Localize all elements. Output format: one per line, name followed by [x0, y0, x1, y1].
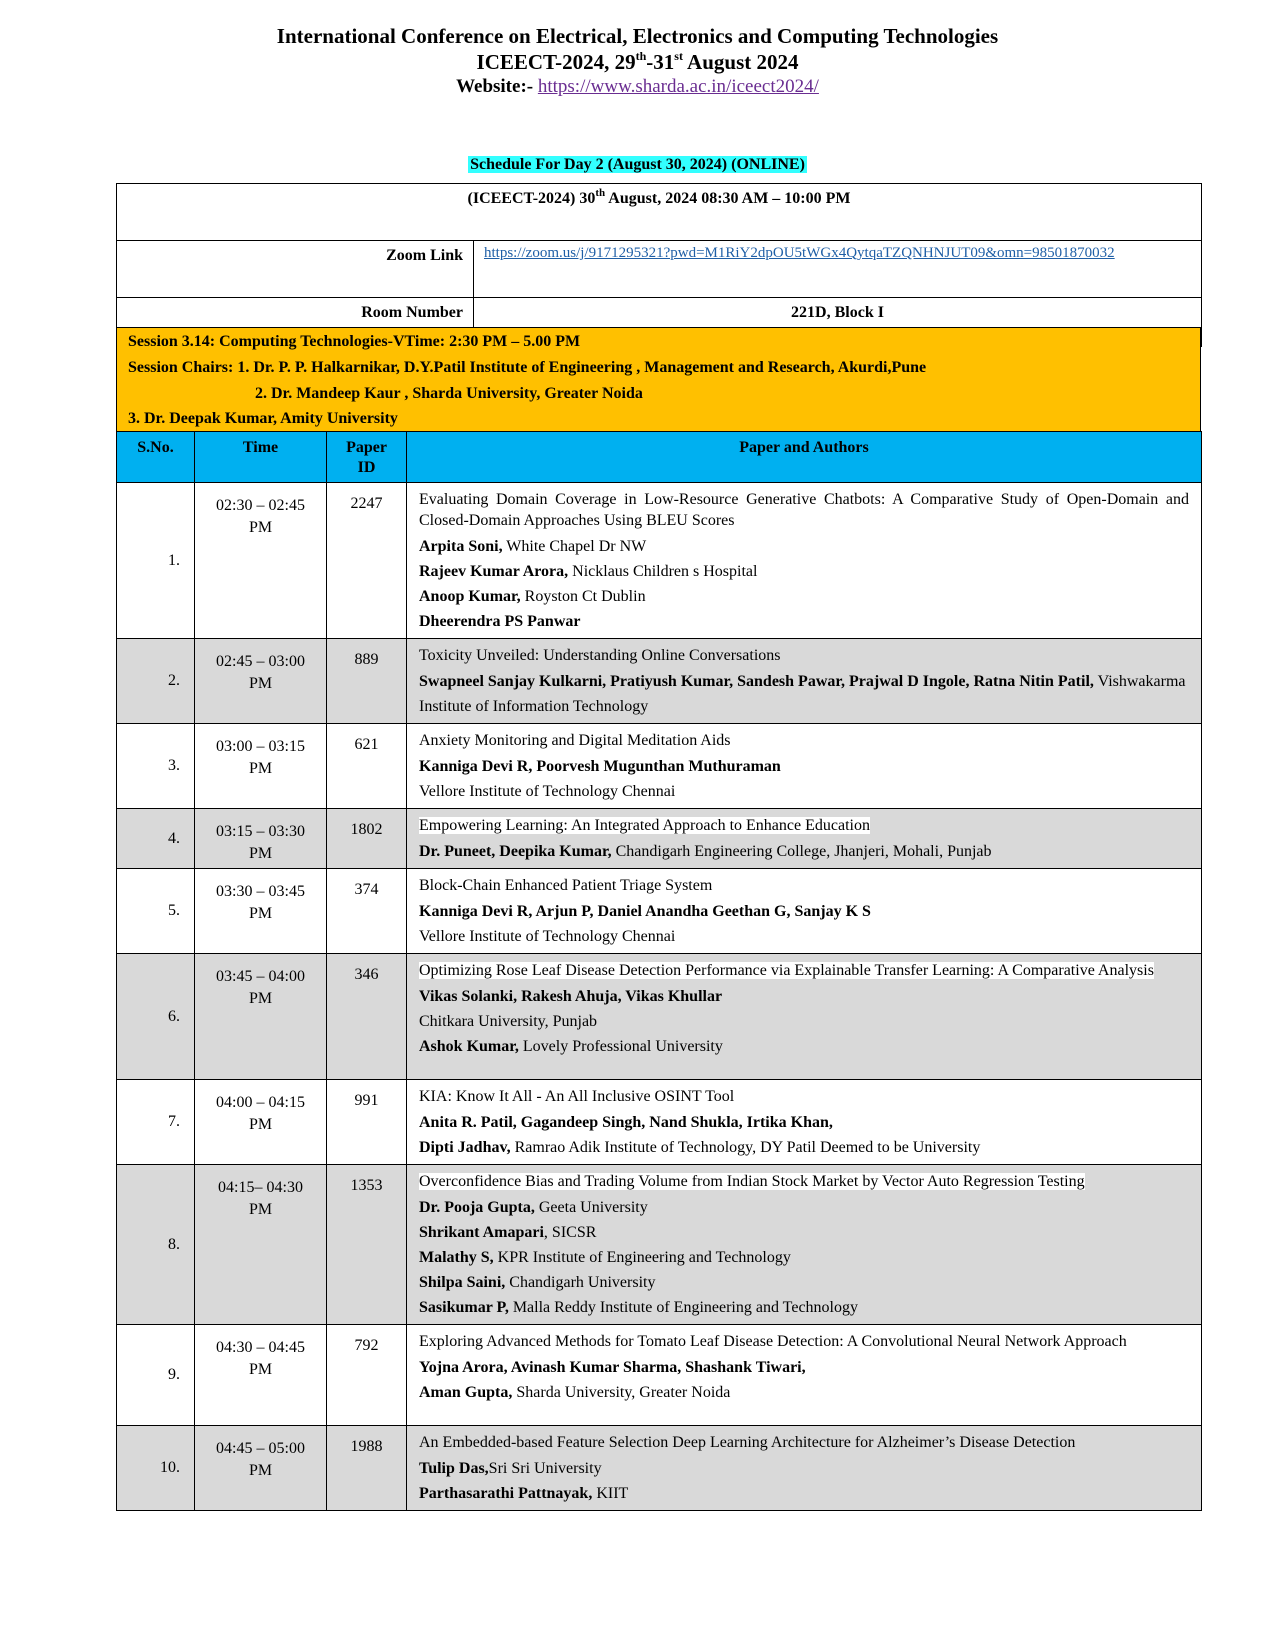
- author-line: [419, 1195, 1189, 1220]
- row-paper-authors: [407, 954, 1202, 1080]
- paper-title: [419, 875, 1189, 896]
- row-sno-value: 7.: [168, 1113, 180, 1130]
- row-paper-authors: [407, 483, 1202, 639]
- author-names: Kanniga Devi R, Poorvesh Mugunthan Muthuraman: [419, 758, 781, 775]
- row-time-ampm: PM: [248, 845, 273, 862]
- row-paper-id: [327, 1080, 407, 1165]
- session-chair-1: Session Chairs: 1. Dr. P. P. Halkarnikar, D.Y.Patil Institute of Engineering , Management and Research, Akurdi,Pune: [128, 359, 927, 376]
- row-time-range: 02:45 – 03:00: [216, 653, 305, 670]
- website-label: Website:-: [456, 76, 538, 97]
- row-time: [195, 639, 327, 724]
- room-label: Room Number: [117, 298, 474, 347]
- row-paper-id-value: 1353: [350, 1177, 383, 1194]
- paper-title-text: Optimizing Rose Leaf Disease Detection Performance via Explainable Transfer Learning: A Comparative Analysis: [419, 962, 1154, 979]
- row-paper-authors: [407, 1165, 1202, 1325]
- website-link[interactable]: https://www.sharda.ac.in/iceect2024/: [537, 76, 819, 97]
- col-paper-id-line2: ID: [357, 459, 376, 476]
- author-affiliation: White Chapel Dr NW: [502, 538, 647, 555]
- room-value: 221D, Block I: [474, 298, 1202, 347]
- author-names: Dheerendra PS Panwar: [419, 613, 581, 630]
- row-paper-authors: [407, 1325, 1202, 1426]
- paper-title-text: Overconfidence Bias and Trading Volume from Indian Stock Market by Vector Auto Regression Testing: [419, 1173, 1085, 1190]
- row-time-ampm: PM: [248, 990, 273, 1007]
- author-line: [419, 1220, 1189, 1245]
- schedule-row: [117, 483, 1202, 639]
- paper-title-text: Block-Chain Enhanced Patient Triage System: [419, 877, 713, 894]
- paper-title-text: Empowering Learning: An Integrated Approach to Enhance Education: [419, 817, 870, 834]
- event-date-row: [117, 184, 1202, 241]
- author-names: Tulip Das,: [419, 1460, 489, 1477]
- row-sno: [117, 483, 195, 639]
- row-time: [195, 1080, 327, 1165]
- row-paper-id: [327, 483, 407, 639]
- schedule-row: [117, 809, 1202, 869]
- paper-title: [419, 1331, 1189, 1352]
- row-time-ampm: PM: [248, 905, 273, 922]
- author-names: Vikas Solanki, Rakesh Ahuja, Vikas Khullar: [419, 988, 723, 1005]
- paper-title: [419, 1171, 1189, 1192]
- row-paper-id: [327, 809, 407, 869]
- subtitle-sup2: st: [674, 49, 683, 63]
- author-line: [419, 899, 1189, 924]
- paper-title: [419, 489, 1189, 531]
- author-line: [419, 1110, 1189, 1135]
- paper-title: [419, 1086, 1189, 1107]
- row-paper-id-value: 792: [354, 1337, 379, 1354]
- col-paper-id-line1: Paper: [346, 439, 387, 456]
- row-time-ampm: PM: [248, 1201, 273, 1218]
- row-paper-id-value: 346: [354, 966, 379, 983]
- row-paper-authors: [407, 639, 1202, 724]
- author-line: [419, 1481, 1189, 1506]
- author-affiliation: Royston Ct Dublin: [520, 588, 646, 605]
- author-line: [419, 779, 1189, 804]
- website-line: [0, 76, 1275, 98]
- row-sno: [117, 1080, 195, 1165]
- schedule-row: [117, 1325, 1202, 1426]
- col-paper-id-header: [327, 432, 407, 483]
- paper-title-text: Evaluating Domain Coverage in Low-Resource Generative Chatbots: A Comparative Study of Open-Domain and Closed-Domain Approaches Using BLEU Scores: [419, 491, 1189, 529]
- row-time-range: 02:30 – 02:45: [216, 497, 305, 514]
- author-names: Rajeev Kumar Arora,: [419, 563, 569, 580]
- row-paper-id-value: 889: [354, 651, 379, 668]
- author-names: Arpita Soni,: [419, 538, 503, 555]
- zoom-row: [117, 241, 1202, 298]
- row-paper-id-value: 991: [354, 1092, 379, 1109]
- author-line: [419, 754, 1189, 779]
- row-paper-id: [327, 724, 407, 809]
- paper-title-text: KIA: Know It All - An All Inclusive OSINT Tool: [419, 1088, 735, 1105]
- schedule-header-row: [117, 432, 1202, 483]
- author-names: Shrikant Amapari: [419, 1224, 544, 1241]
- row-paper-id: [327, 1165, 407, 1325]
- author-line: [419, 609, 1189, 634]
- author-line: [419, 534, 1189, 559]
- row-time-range: 03:45 – 04:00: [216, 968, 305, 985]
- paper-title-text: Toxicity Unveiled: Understanding Online Conversations: [419, 647, 781, 664]
- author-affiliation: Sri Sri University: [488, 1460, 602, 1477]
- session-chair-3: 3. Dr. Deepak Kumar, Amity University: [128, 410, 398, 427]
- author-names: Anoop Kumar,: [419, 588, 521, 605]
- schedule-row: [117, 954, 1202, 1080]
- paper-title: [419, 960, 1189, 981]
- row-sno: [117, 809, 195, 869]
- author-affiliation: Chandigarh Engineering College, Jhanjeri, Mohali, Punjab: [611, 843, 992, 860]
- subtitle-mid: -31: [646, 50, 675, 74]
- row-time: [195, 869, 327, 954]
- row-time: [195, 1325, 327, 1426]
- row-time-range: 03:15 – 03:30: [216, 823, 305, 840]
- row-time-range: 03:30 – 03:45: [216, 883, 305, 900]
- row-sno: [117, 1426, 195, 1511]
- col-sno-header: S.No.: [117, 432, 195, 483]
- schedule-row: [117, 1426, 1202, 1511]
- author-line: [419, 1034, 1189, 1059]
- zoom-cell: [474, 241, 1202, 298]
- author-line: [419, 1295, 1189, 1320]
- author-names: Yojna Arora, Avinash Kumar Sharma, Shashank Tiwari,: [419, 1359, 806, 1376]
- schedule-title: [0, 156, 1275, 174]
- row-paper-id-value: 2247: [350, 495, 383, 512]
- author-affiliation: Chitkara University, Punjab: [419, 1013, 598, 1030]
- author-line: [419, 559, 1189, 584]
- session-chair-2: 2. Dr. Mandeep Kaur , Sharda University, Greater Noida: [255, 385, 643, 402]
- event-date-cell: [117, 184, 1202, 241]
- paper-title: [419, 815, 1189, 836]
- row-sno: [117, 1165, 195, 1325]
- row-paper-id: [327, 1426, 407, 1511]
- event-line-pre: (ICEECT-2024) 30: [467, 190, 596, 207]
- row-sno-value: 1.: [168, 551, 180, 569]
- subtitle-post: August 2024: [682, 50, 799, 74]
- author-names: Swapneel Sanjay Kulkarni, Pratiyush Kumar, Sandesh Pawar, Prajwal D Ingole, Ratna Nitin Patil,: [419, 673, 1094, 690]
- row-paper-authors: [407, 724, 1202, 809]
- row-sno-value: 3.: [168, 757, 180, 774]
- author-line: [419, 839, 1189, 864]
- schedule-body: [117, 483, 1202, 1511]
- row-paper-authors: [407, 1080, 1202, 1165]
- author-affiliation: , SICSR: [543, 1224, 597, 1241]
- schedule-row: [117, 639, 1202, 724]
- author-affiliation: KPR Institute of Engineering and Technology: [493, 1249, 791, 1266]
- author-affiliation: Geeta University: [534, 1199, 648, 1216]
- author-affiliation: KIIT: [592, 1485, 629, 1502]
- col-time-header: Time: [195, 432, 327, 483]
- row-sno: [117, 869, 195, 954]
- event-line-sup: th: [595, 187, 606, 199]
- author-names: Dr. Puneet, Deepika Kumar,: [419, 843, 612, 860]
- author-affiliation: Malla Reddy Institute of Engineering and Technology: [508, 1299, 858, 1316]
- paper-title: [419, 1432, 1189, 1453]
- author-line: [419, 1009, 1189, 1034]
- row-time: [195, 1426, 327, 1511]
- row-time: [195, 954, 327, 1080]
- row-sno-value: 9.: [168, 1366, 180, 1383]
- author-affiliation: Nicklaus Children s Hospital: [568, 563, 758, 580]
- row-paper-id-value: 621: [354, 736, 379, 753]
- schedule-table: [116, 431, 1202, 1511]
- row-sno: [117, 639, 195, 724]
- schedule-row: [117, 1080, 1202, 1165]
- row-paper-id: [327, 1325, 407, 1426]
- paper-title-text: Exploring Advanced Methods for Tomato Leaf Disease Detection: A Convolutional Neural Network Approach: [419, 1333, 1127, 1350]
- row-sno-value: 10.: [160, 1459, 180, 1476]
- row-paper-id-value: 1802: [350, 821, 383, 838]
- row-time-ampm: PM: [248, 519, 273, 536]
- row-time-ampm: PM: [248, 675, 273, 692]
- author-line: [419, 984, 1189, 1009]
- row-sno-value: 4.: [168, 829, 180, 847]
- row-time-ampm: PM: [248, 1116, 273, 1133]
- row-time: [195, 724, 327, 809]
- schedule-row: [117, 869, 1202, 954]
- author-affiliation: Vishwakarma Institute of Information Technology: [419, 673, 1186, 715]
- row-time-range: 04:30 – 04:45: [216, 1339, 305, 1356]
- author-affiliation: Vellore Institute of Technology Chennai: [419, 783, 676, 800]
- paper-title-text: Anxiety Monitoring and Digital Meditation Aids: [419, 732, 731, 749]
- row-paper-authors: [407, 869, 1202, 954]
- author-line: [419, 1355, 1189, 1380]
- zoom-link[interactable]: https://zoom.us/j/9171295321?pwd=M1RiY2dpOU5tWGx4QytqaTZQNHNJUT09&omn=98501870032: [484, 245, 1115, 261]
- event-line-post: August, 2024 08:30 AM – 10:00 PM: [605, 190, 851, 207]
- author-names: Aman Gupta,: [419, 1384, 513, 1401]
- row-sno-value: 2.: [168, 672, 180, 689]
- row-sno: [117, 954, 195, 1080]
- row-sno: [117, 1325, 195, 1426]
- author-names: Kanniga Devi R, Arjun P, Daniel Anandha Geethan G, Sanjay K S: [419, 903, 871, 920]
- schedule-row: [117, 724, 1202, 809]
- author-names: Dr. Pooja Gupta,: [419, 1199, 535, 1216]
- row-sno-value: 8.: [168, 1235, 180, 1253]
- row-sno-value: 5.: [168, 902, 180, 919]
- author-affiliation: Vellore Institute of Technology Chennai: [419, 928, 676, 945]
- row-paper-id-value: 374: [354, 881, 379, 898]
- author-names: Malathy S,: [419, 1249, 494, 1266]
- row-sno: [117, 724, 195, 809]
- row-time: [195, 1165, 327, 1325]
- author-affiliation: Lovely Professional University: [518, 1038, 723, 1055]
- zoom-label: Zoom Link: [117, 241, 474, 298]
- author-affiliation: Sharda University, Greater Noida: [512, 1384, 731, 1401]
- row-time: [195, 809, 327, 869]
- author-line: [419, 669, 1189, 719]
- author-affiliation: Chandigarh University: [505, 1274, 656, 1291]
- event-info-table: [116, 183, 1202, 347]
- row-time-range: 04:00 – 04:15: [216, 1094, 305, 1111]
- author-names: Shilpa Saini,: [419, 1274, 506, 1291]
- row-time-ampm: PM: [248, 760, 273, 777]
- col-paper-authors-header: Paper and Authors: [407, 432, 1202, 483]
- row-paper-id: [327, 639, 407, 724]
- row-paper-id-value: 1988: [350, 1438, 383, 1455]
- author-line: [419, 1270, 1189, 1295]
- subtitle-sup1: th: [635, 49, 647, 63]
- session-title: Session 3.14: Computing Technologies-VTime: 2:30 PM – 5.00 PM: [128, 333, 581, 350]
- paper-title: [419, 730, 1189, 751]
- row-time-ampm: PM: [248, 1462, 273, 1479]
- row-time-ampm: PM: [248, 1361, 273, 1378]
- schedule-row: [117, 1165, 1202, 1325]
- author-line: [419, 1456, 1189, 1481]
- row-time-range: 03:00 – 03:15: [216, 738, 305, 755]
- author-line: [419, 584, 1189, 609]
- subtitle-pre: ICEECT-2024, 29: [476, 50, 636, 74]
- author-names: Dipti Jadhav,: [419, 1139, 511, 1156]
- row-paper-id: [327, 954, 407, 1080]
- author-names: Sasikumar P,: [419, 1299, 509, 1316]
- schedule-title-text: Schedule For Day 2 (August 30, 2024) (ONLINE): [470, 156, 805, 173]
- paper-title-text: An Embedded-based Feature Selection Deep Learning Architecture for Alzheimer’s Disease Detection: [419, 1434, 1076, 1451]
- author-names: Parthasarathi Pattnayak,: [419, 1485, 593, 1502]
- session-info-block: [116, 327, 1201, 431]
- row-paper-authors: [407, 809, 1202, 869]
- author-line: [419, 1245, 1189, 1270]
- author-line: [419, 1135, 1189, 1160]
- author-names: Ashok Kumar,: [419, 1038, 519, 1055]
- paper-title: [419, 645, 1189, 666]
- author-line: [419, 924, 1189, 949]
- row-time: [195, 483, 327, 639]
- row-paper-authors: [407, 1426, 1202, 1511]
- conference-title: International Conference on Electrical, Electronics and Computing Technologies: [276, 24, 999, 48]
- author-affiliation: Ramrao Adik Institute of Technology, DY Patil Deemed to be University: [510, 1139, 981, 1156]
- row-time-range: 04:45 – 05:00: [216, 1440, 305, 1457]
- conference-subtitle: [0, 50, 1275, 75]
- author-names: Anita R. Patil, Gagandeep Singh, Nand Shukla, Irtika Khan,: [419, 1114, 833, 1131]
- row-sno-value: 6.: [168, 1007, 180, 1025]
- row-paper-id: [327, 869, 407, 954]
- row-time-range: 04:15– 04:30: [218, 1179, 303, 1196]
- author-line: [419, 1380, 1189, 1405]
